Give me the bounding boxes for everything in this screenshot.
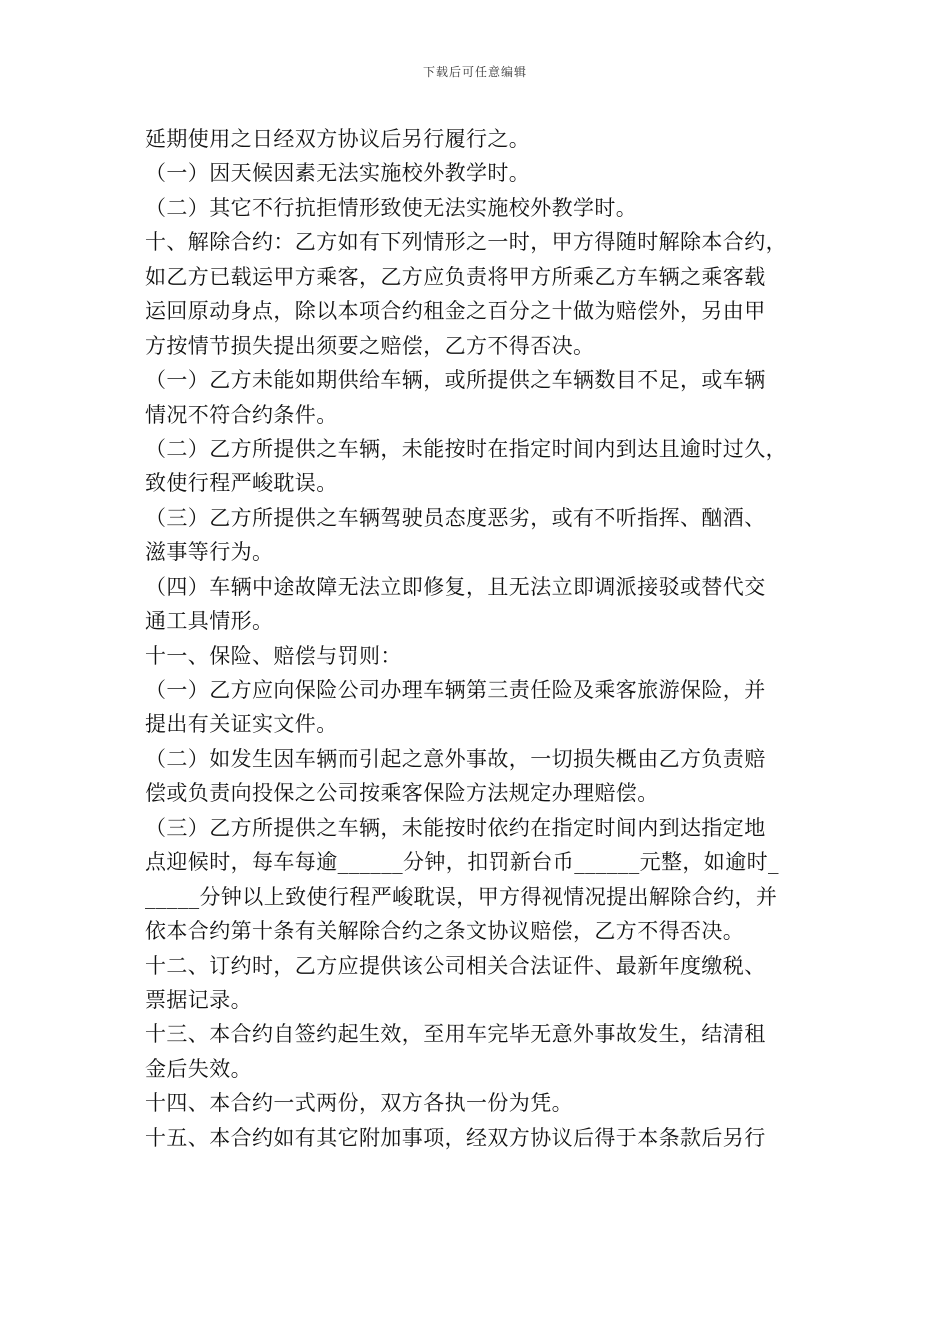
text-line: 情况不符合约条件。 [145,402,338,427]
text-line: 十三、本合约自签约起生效，至用车完毕无意外事故发生，结清租 [145,1022,766,1047]
page-header: 下载后可任意编辑 [422,65,527,79]
text-line: 滋事等行为。 [145,540,274,565]
text-line: （二）其它不行抗拒情形致使无法实施校外教学时。 [145,195,638,220]
text-line: （三）乙方所提供之车辆驾驶员态度恶劣，或有不听指挥、酗酒、 [145,505,766,530]
text-line: 运回原动身点，除以本项合约租金之百分之十做为赔偿外，另由甲 [145,299,766,324]
text-line: 十二、订约时，乙方应提供该公司相关合法证件、最新年度缴税、 [145,953,766,978]
text-line: 如乙方已载运甲方乘客，乙方应负责将甲方所乘乙方车辆之乘客载 [145,264,766,289]
text-line: （三）乙方所提供之车辆，未能按时依约在指定时间内到达指定地 [145,815,766,840]
text-line: 延期使用之日经双方协议后另行履行之。 [145,127,531,151]
text-line: 金后失效。 [145,1056,252,1081]
text-line: 十四、本合约一式两份，双方各执一份为凭。 [145,1091,573,1116]
text-line: （二）乙方所提供之车辆，未能按时在指定时间内到达且逾时过久， [145,436,787,461]
text-line: 十、解除合约：乙方如有下列情形之一时，甲方得随时解除本合约， [145,230,787,255]
text-line: （二）如发生因车辆而引起之意外事故，一切损失概由乙方负责赔 [145,746,766,771]
text-line: 票据记录。 [145,987,252,1012]
text-line: 方按情节损失提出须要之赔偿，乙方不得否决。 [145,333,595,358]
text-line: （一）因天候因素无法实施校外教学时。 [145,161,531,186]
text-line: 十五、本合约如有其它附加事项，经双方协议后得于本条款后另行 [145,1125,766,1150]
text-line: 提出有关证实文件。 [145,712,338,737]
text-line: 致使行程严峻耽误。 [145,471,338,496]
text-line: （一）乙方未能如期供给车辆，或所提供之车辆数目不足，或车辆 [145,368,766,393]
text-line: 点迎候时，每车每逾______分钟，扣罚新台币______元整，如逾时_ [145,850,779,875]
text-line: 十一、保险、赔偿与罚则： [145,643,402,668]
text-line: （一）乙方应向保险公司办理车辆第三责任险及乘客旅游保险，并 [145,678,766,702]
text-line: 依本合约第十条有关解除合约之条文协议赔偿，乙方不得否决。 [145,919,745,944]
text-line: （四）车辆中途故障无法立即修复，且无法立即调派接驳或替代交 [145,574,766,599]
document-body [145,122,815,1155]
text-line: 偿或负责向投保之公司按乘客保险方法规定办理赔偿。 [145,781,659,806]
text-line: 通工具情形。 [145,609,274,634]
text-line: _____分钟以上致使行程严峻耽误，甲方得视情况提出解除合约，并 [145,884,778,909]
